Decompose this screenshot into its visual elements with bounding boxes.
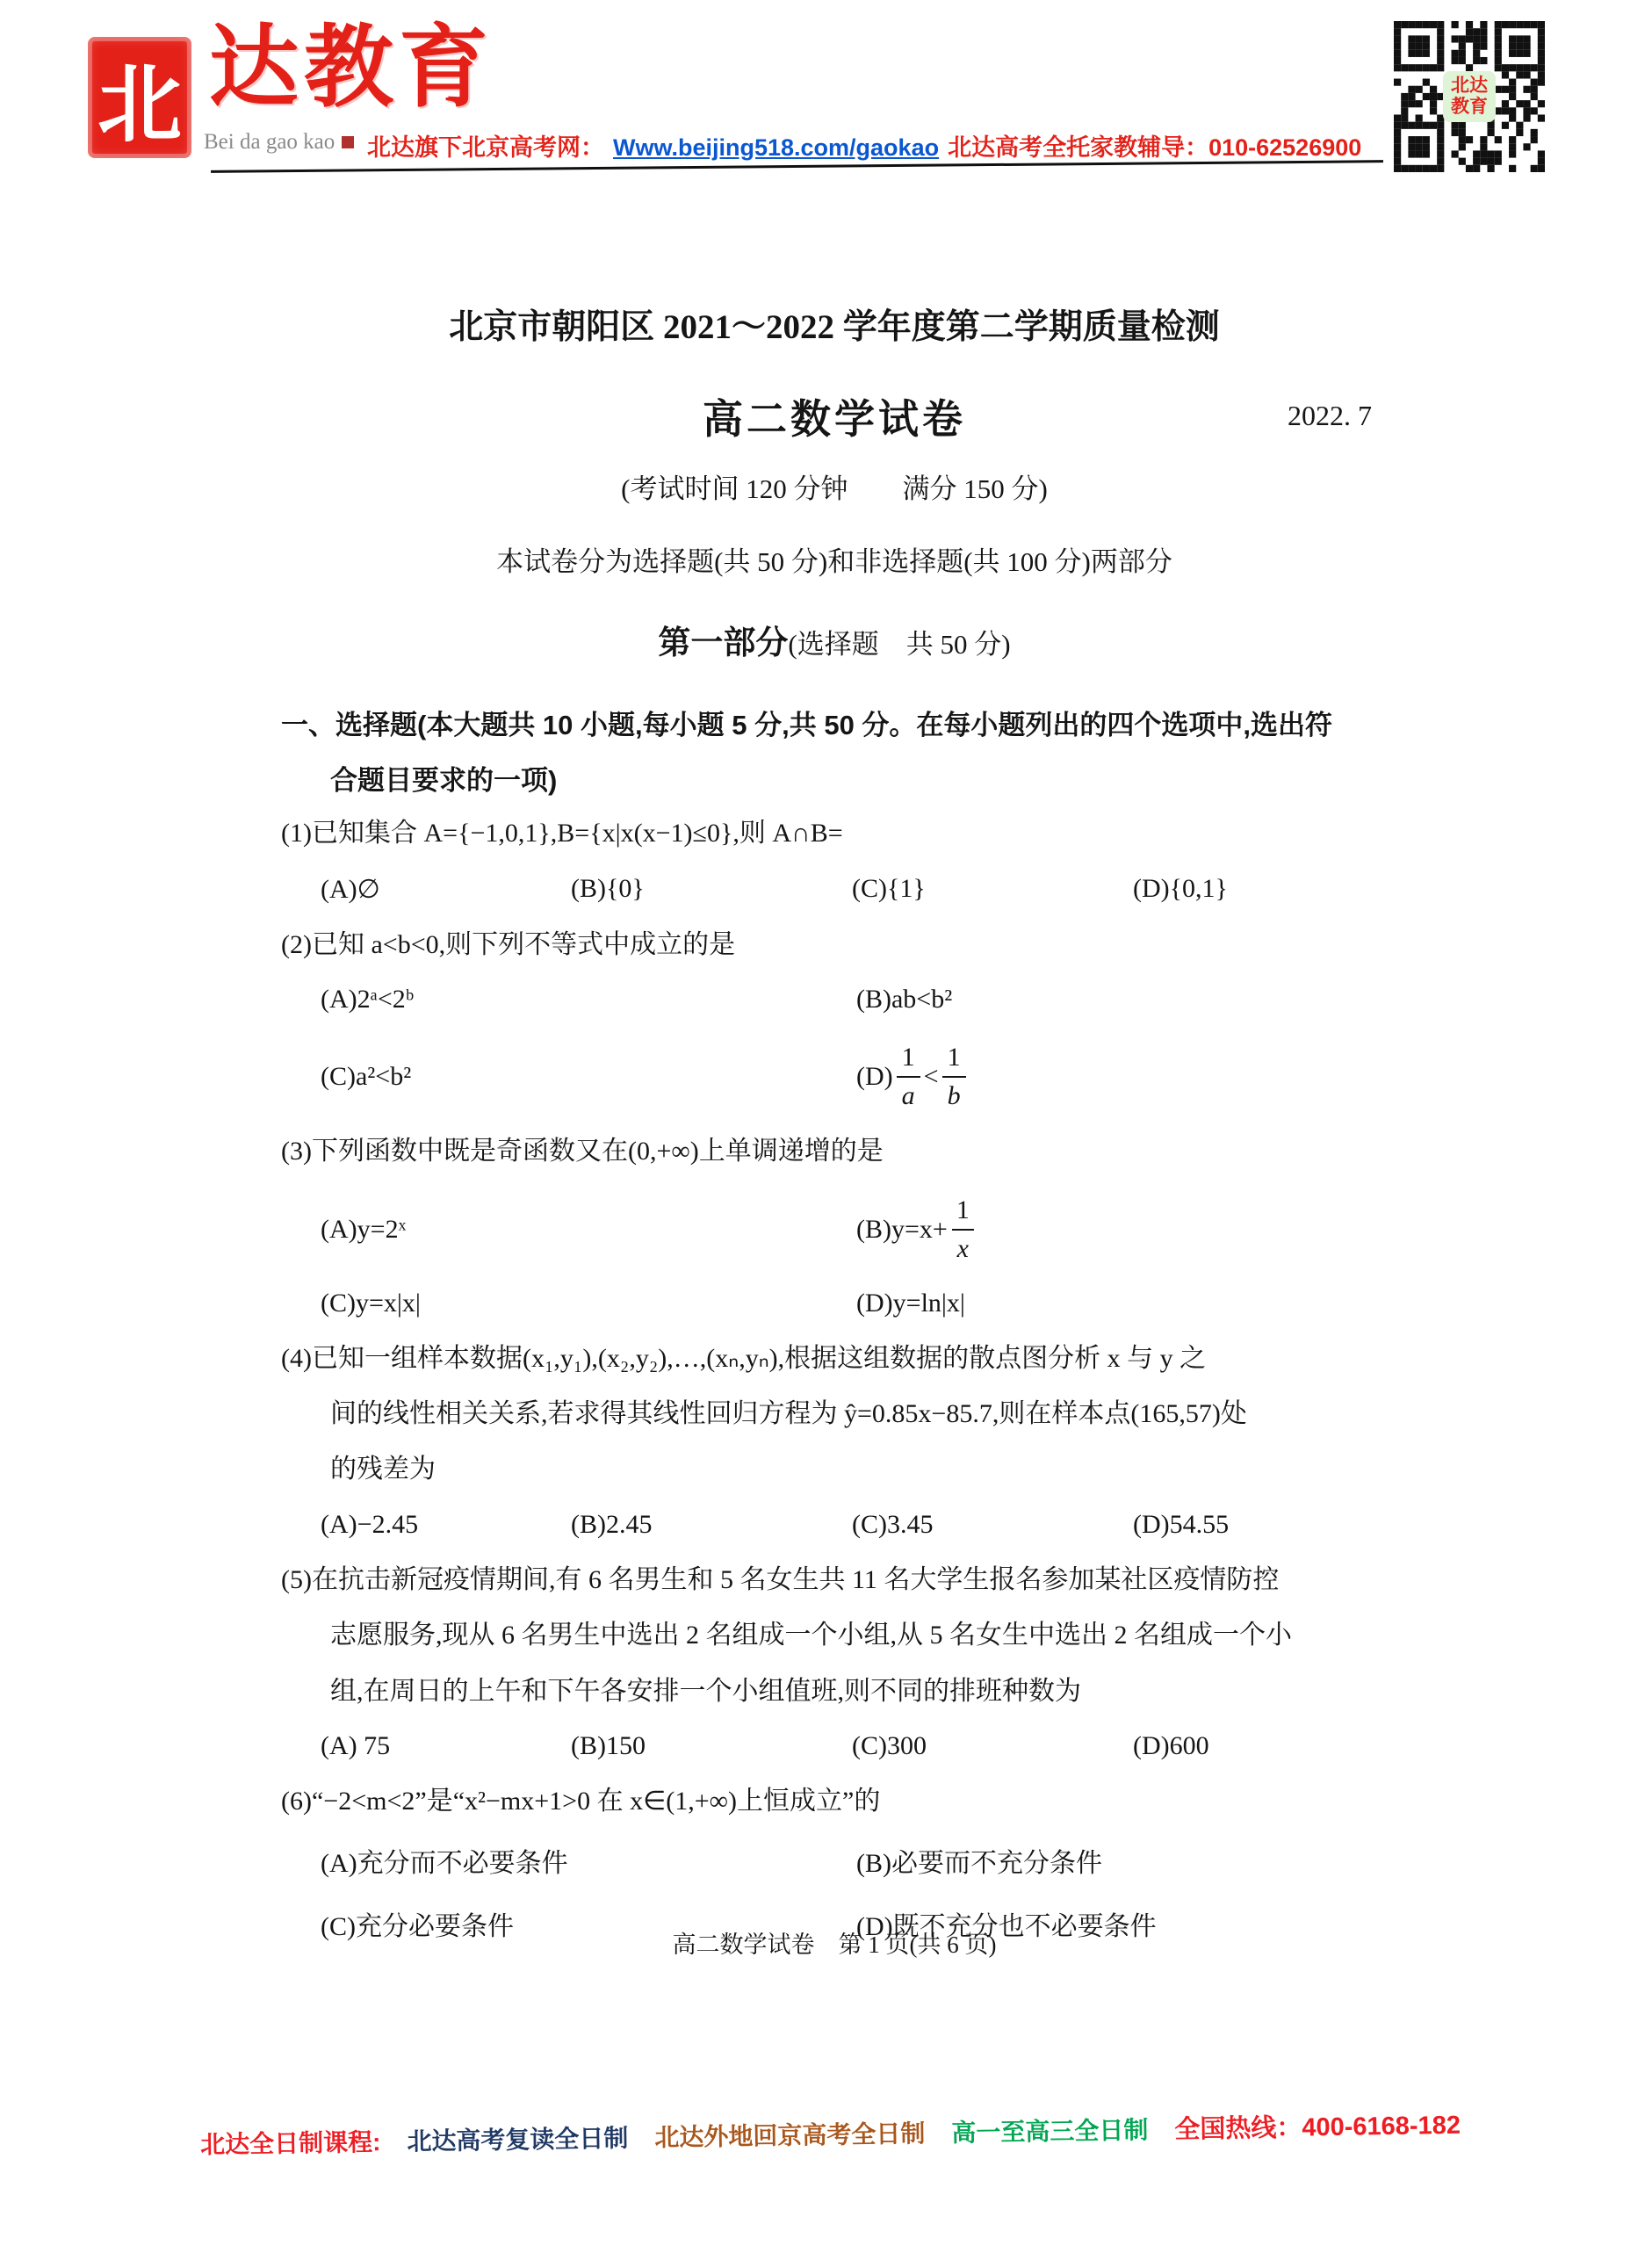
q4-stem-line3: 的残差为 <box>330 1455 436 1484</box>
q5-stem-line2: 志愿服务,现从 6 名男生中选出 2 名组成一个小组,从 5 名女生中选出 2 名组成一个小 <box>330 1621 1292 1650</box>
q2-option-a: (A)2ᵃ<2ᵇ <box>321 985 415 1015</box>
part-one-subtitle: (选择题 共 50 分) <box>788 629 1011 660</box>
logo-seal-char: 北 <box>97 57 182 152</box>
q6-stem: (6)“−2<m<2”是“x²−mx+1>0 在 x∈(1,+∞)上恒成立”的 <box>281 1786 881 1816</box>
logo-subtitle <box>204 130 354 155</box>
header-tagline <box>367 128 1361 162</box>
q5-option-d: (D)600 <box>1133 1730 1209 1760</box>
q1-option-a: (A)∅ <box>321 874 380 904</box>
q2-d-frac1-num: 1 <box>901 1043 915 1072</box>
q2-options-row2 <box>281 1039 1388 1115</box>
q4-options <box>281 1510 1388 1540</box>
q4-stem-line1: (4)已知一组样本数据(x₁,y₁),(x₂,y₂),…,(xₙ,yₙ),根据这组数据的散点图分析 x 与 y 之 <box>281 1343 1207 1373</box>
subject-title-row <box>281 387 1388 445</box>
q2-options-row1 <box>281 985 1388 1015</box>
q2-option-d-operator: < <box>923 1062 939 1092</box>
paper-content <box>281 294 1388 1968</box>
q1-options <box>281 874 1388 905</box>
promo-hotline: 全国热线：400-6168-182 <box>1174 2111 1461 2144</box>
q6-option-d: (D)既不充分也不必要条件 <box>856 1912 1157 1942</box>
q2-d-frac1-den: a <box>897 1076 920 1109</box>
q2-option-d-fraction2 <box>942 1044 966 1109</box>
q3-stem: (3)下列函数中既是奇函数又在(0,+∞)上单调递增的是 <box>281 1137 884 1166</box>
q6-options-row1 <box>281 1841 1388 1880</box>
q5-option-b: (B)150 <box>571 1730 646 1760</box>
promo-item-grade1-3: 高一至高三全日制 <box>951 2116 1149 2147</box>
q3-option-b <box>856 1192 1388 1267</box>
exam-structure-line: 本试卷分为选择题(共 50 分)和非选择题(共 100 分)两部分 <box>496 546 1172 577</box>
q2-d-frac2-num: 1 <box>947 1043 961 1072</box>
promo-item-fulltime-repeat: 北达高考复读全日制 <box>407 2124 629 2156</box>
logo-text: 达教育 <box>209 19 494 119</box>
tagline-phone: 北达高考全托家教辅导：010-62526900 <box>948 134 1362 161</box>
promo-item-return-beijing: 北达外地回京高考全日制 <box>654 2119 926 2152</box>
qr-code <box>1394 21 1545 172</box>
q2-option-d-fraction1 <box>897 1044 920 1109</box>
subject-title: 高二数学试卷 <box>703 396 966 442</box>
q2-stem: (2)已知 a<b<0,则下列不等式中成立的是 <box>281 929 736 959</box>
exam-duration-line: (考试时间 120 分钟 满分 150 分) <box>621 473 1048 504</box>
q2-option-d-label: (D) <box>856 1062 893 1092</box>
q3-option-d: (D)y=ln|x| <box>856 1288 965 1318</box>
paper-title: 北京市朝阳区 2021～2022 学年度第二学期质量检测 <box>449 308 1220 346</box>
part-one-heading <box>281 616 1388 663</box>
q3-options-row2 <box>281 1289 1388 1318</box>
q5-option-a: (A) 75 <box>321 1730 391 1760</box>
q6-option-a: (A)充分而不必要条件 <box>321 1849 568 1879</box>
q3-b-frac-den: x <box>952 1229 974 1262</box>
q6-option-b: (B)必要而不充分条件 <box>856 1849 1102 1879</box>
qr-center-overlay <box>1394 21 1545 172</box>
section-instructions-line2: 合题目要求的一项) <box>330 765 558 797</box>
q5-options <box>281 1731 1388 1761</box>
q3-option-b-label: (B)y=x+ <box>856 1214 948 1244</box>
q4-option-d: (D)54.55 <box>1133 1509 1230 1539</box>
gaokao-site-link[interactable]: Www.beijing518.com/gaokao <box>613 134 940 161</box>
part-one-title: 第一部分 <box>658 625 789 661</box>
q1-option-b: (B){0} <box>571 873 645 903</box>
qr-center-label: 北达教育 <box>1443 71 1496 122</box>
q1-option-c: (C){1} <box>852 873 926 903</box>
q3-option-b-fraction <box>951 1197 975 1262</box>
q5-stem-line3: 组,在周日的上午和下午各安排一个小组值班,则不同的排班种数为 <box>330 1676 1081 1706</box>
q2-option-b: (B)ab<b² <box>856 985 953 1015</box>
q4-option-a: (A)−2.45 <box>321 1509 419 1539</box>
q4-option-c: (C)3.45 <box>852 1509 934 1539</box>
q5-option-c: (C)300 <box>852 1730 927 1760</box>
q1-stem: (1)已知集合 A={−1,0,1},B={x|x(x−1)≤0},则 A∩B= <box>281 819 843 848</box>
exam-date: 2022. 7 <box>1288 400 1372 431</box>
q4-stem-line2: 间的线性相关关系,若求得其线性回归方程为 ŷ=0.85x−85.7,则在样本点(165,57)处 <box>330 1398 1247 1428</box>
section-instructions-line1: 一、选择题(本大题共 10 小题,每小题 5 分,共 50 分。在每小题列出的四个选项中,选出符 <box>281 710 1333 740</box>
q5-stem-line1: (5)在抗击新冠疫情期间,有 6 名男生和 5 名女生共 11 名大学生报名参加某社区疫情防控 <box>281 1564 1280 1594</box>
q3-options-row1 <box>281 1192 1388 1267</box>
q2-option-d <box>856 1039 1388 1115</box>
q3-option-c: (C)y=x|x| <box>321 1288 421 1318</box>
page-number-label: 高二数学试卷 第 1 页(共 6 页) <box>672 1932 997 1958</box>
q4-option-b: (B)2.45 <box>571 1509 653 1539</box>
q2-d-frac2-den: b <box>942 1076 966 1109</box>
logo-seal-icon <box>88 37 191 158</box>
q1-option-d: (D){0,1} <box>1133 873 1228 903</box>
q3-option-a: (A)y=2ˣ <box>321 1214 407 1244</box>
tagline-label: 北达旗下北京高考网： <box>367 134 604 161</box>
footer-promo-bar <box>200 2105 1461 2162</box>
promo-label: 北达全日制课程: <box>199 2128 381 2159</box>
q3-b-frac-num: 1 <box>956 1195 970 1224</box>
q2-option-c: (C)a²<b² <box>321 1062 412 1092</box>
q6-option-c: (C)充分必要条件 <box>321 1912 514 1942</box>
red-square-icon <box>342 136 354 148</box>
logo-subtitle-text: Bei da gao kao <box>204 130 335 154</box>
